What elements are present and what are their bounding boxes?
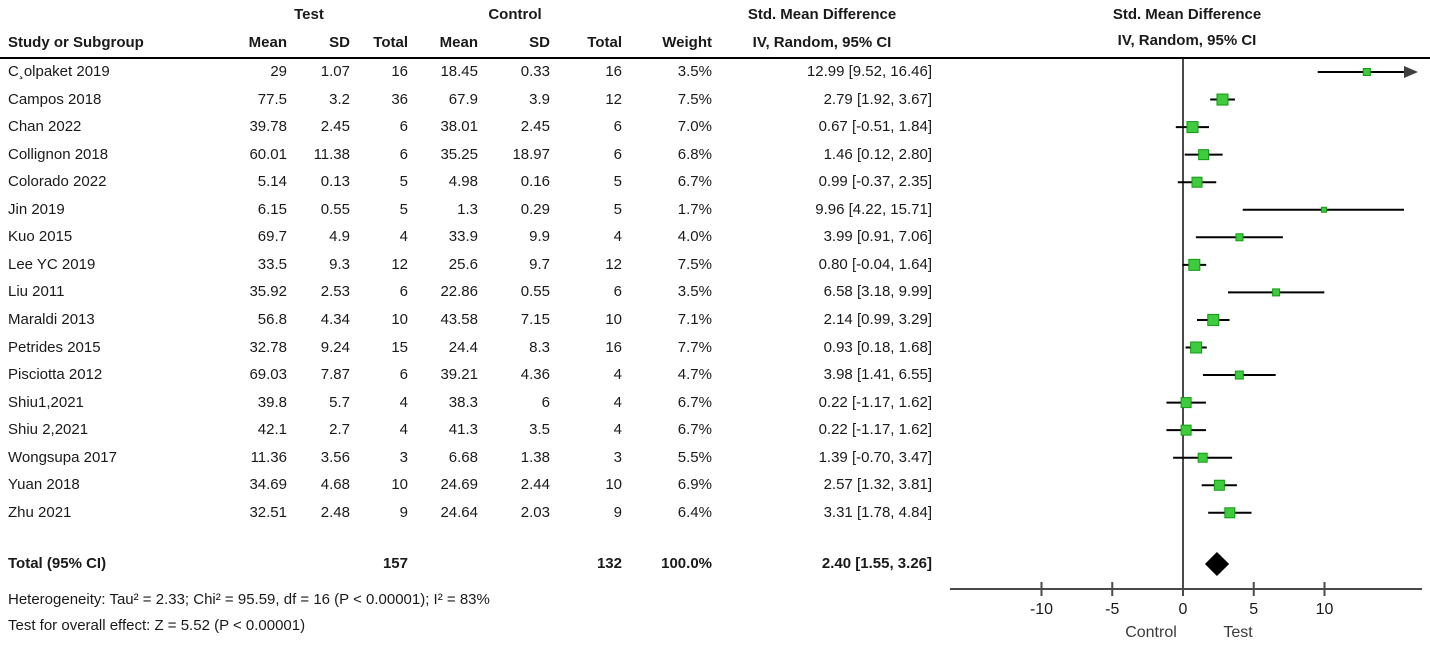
test-mean: 5.14 [257, 173, 287, 191]
weight-value: 6.9% [677, 476, 712, 494]
ci-text: 0.99 [-0.37, 2.35] [818, 173, 932, 191]
test-total: 10 [391, 476, 408, 494]
ci-text: 2.79 [1.92, 3.67] [823, 90, 932, 108]
axis-tick-label: 5 [1249, 601, 1259, 618]
control-sd: 18.97 [512, 145, 550, 163]
test-mean: 29 [270, 63, 287, 80]
control-mean: 22.86 [440, 283, 478, 301]
study-name: Lee YC 2019 [8, 255, 96, 273]
ci-text: 12.99 [9.52, 16.46] [806, 63, 932, 80]
ci-text: 1.46 [0.12, 2.80] [823, 145, 932, 163]
control-total: 6 [613, 145, 622, 163]
heterogeneity-text: Heterogeneity: Tau² = 2.33; Chi² = 95.59, df = 16 (P < 0.00001); I² = 83% [8, 591, 490, 608]
test-total: 12 [391, 255, 408, 273]
ci-text: 3.31 [1.78, 4.84] [823, 503, 932, 521]
study-name: Pisciotta 2012 [8, 366, 103, 384]
control-total: 5 [613, 173, 622, 191]
control-sd: 0.33 [520, 63, 550, 80]
test-sd: 0.13 [320, 173, 350, 191]
control-mean: 41.3 [448, 421, 478, 439]
control-total: 4 [613, 228, 622, 246]
test-sd: 1.07 [320, 63, 350, 80]
effect-square-marker [1225, 508, 1235, 518]
weight-value: 6.4% [677, 503, 712, 521]
study-name: Shiu1,2021 [8, 393, 84, 411]
control-mean: 24.69 [440, 476, 478, 494]
test-sd: 3.2 [329, 90, 350, 108]
test-sd: 11.38 [313, 145, 350, 163]
test-mean: 11.36 [250, 448, 287, 466]
control-total: 5 [613, 200, 622, 218]
control-sd: 4.36 [520, 366, 550, 384]
control-sd: 0.29 [520, 200, 550, 218]
study-name: C¸olpaket 2019 [8, 63, 110, 80]
col-header-test-sd: SD [329, 34, 350, 51]
weight-value: 7.5% [677, 255, 712, 273]
total-label: Total (95% CI) [8, 555, 107, 572]
test-sd: 3.56 [320, 448, 350, 466]
study-name: Jin 2019 [8, 200, 65, 218]
test-mean: 33.5 [257, 255, 287, 273]
favours-control-label: Control [1125, 624, 1177, 641]
weight-value: 6.7% [677, 393, 712, 411]
study-name: Zhu 2021 [8, 503, 72, 521]
test-sd: 4.68 [320, 476, 350, 494]
control-sd: 2.03 [520, 503, 550, 521]
test-total: 5 [399, 173, 408, 191]
effect-square-marker [1321, 207, 1326, 212]
effect-square-marker [1181, 398, 1191, 408]
control-total: 10 [605, 310, 622, 328]
study-name: Liu 2011 [8, 283, 65, 301]
weight-value: 7.1% [677, 310, 712, 328]
effect-square-marker [1214, 480, 1224, 490]
control-mean: 39.21 [440, 366, 478, 384]
axis-tick-label: 0 [1178, 601, 1188, 618]
study-name: Maraldi 2013 [8, 310, 95, 328]
col-header-test-total: Total [373, 34, 408, 51]
study-name: Petrides 2015 [8, 338, 101, 356]
weight-value: 7.5% [677, 90, 712, 108]
control-total: 6 [613, 118, 622, 136]
ci-text: 6.58 [3.18, 9.99] [823, 283, 932, 301]
test-mean: 34.69 [249, 476, 287, 494]
control-sd: 0.55 [520, 283, 550, 301]
test-mean: 77.5 [257, 90, 287, 108]
ci-text: 9.96 [4.22, 15.71] [815, 200, 932, 218]
weight-value: 3.5% [677, 63, 712, 80]
control-sd: 3.9 [529, 90, 550, 108]
control-mean: 6.68 [448, 448, 478, 466]
effect-square-marker [1187, 122, 1198, 133]
overall-effect-text: Test for overall effect: Z = 5.52 (P < 0.00001) [8, 617, 306, 634]
control-mean: 18.45 [440, 63, 478, 80]
col-header-control-total: Total [587, 34, 622, 51]
control-mean: 38.3 [448, 393, 478, 411]
control-total: 12 [605, 255, 622, 273]
effect-square-marker [1363, 69, 1370, 76]
control-sd: 9.9 [529, 228, 550, 246]
effect-square-marker [1217, 94, 1228, 105]
test-mean: 69.03 [249, 366, 287, 384]
control-total: 4 [613, 366, 622, 384]
favours-test-label: Test [1223, 624, 1253, 641]
effect-square-marker [1181, 425, 1191, 435]
test-sd: 2.7 [329, 421, 350, 439]
effect-square-marker [1208, 314, 1219, 325]
effect-square-marker [1235, 371, 1243, 379]
weight-value: 7.7% [677, 338, 712, 356]
test-total: 6 [399, 366, 408, 384]
ci-text: 0.22 [-1.17, 1.62] [818, 421, 932, 439]
control-mean: 4.98 [448, 173, 478, 191]
test-mean: 32.51 [249, 503, 287, 521]
control-mean: 67.9 [448, 90, 478, 108]
study-name: Collignon 2018 [8, 145, 109, 163]
test-total: 6 [399, 283, 408, 301]
test-mean: 32.78 [249, 338, 287, 356]
control-sd: 0.16 [520, 173, 550, 191]
weight-value: 7.0% [677, 118, 712, 136]
study-name: Kuo 2015 [8, 228, 73, 246]
col-header-weight: Weight [662, 34, 712, 51]
effect-square-marker [1189, 259, 1200, 270]
test-sd: 9.24 [320, 338, 350, 356]
control-sd: 6 [541, 393, 550, 411]
smd-header-right: Std. Mean Difference [1112, 6, 1262, 23]
group-header-control: Control [488, 6, 542, 23]
control-total: 6 [613, 283, 622, 301]
study-name: Chan 2022 [8, 118, 82, 136]
weight-value: 5.5% [677, 448, 712, 466]
weight-value: 1.7% [677, 200, 712, 218]
effect-square-marker [1192, 177, 1202, 187]
ci-text: 2.14 [0.99, 3.29] [823, 310, 932, 328]
effect-square-marker [1273, 289, 1280, 296]
control-mean: 25.6 [448, 255, 478, 273]
control-mean: 43.58 [440, 310, 478, 328]
test-mean: 60.01 [249, 145, 287, 163]
test-sd: 4.34 [320, 310, 350, 328]
weight-value: 4.7% [677, 366, 712, 384]
test-sd: 9.3 [329, 255, 350, 273]
test-sd: 5.7 [329, 393, 350, 411]
test-total: 4 [399, 421, 408, 439]
weight-value: 4.0% [677, 228, 712, 246]
control-sd: 2.45 [520, 118, 550, 136]
control-sd: 7.15 [520, 310, 550, 328]
study-name: Yuan 2018 [8, 476, 80, 494]
control-mean: 35.25 [440, 145, 478, 163]
test-mean: 6.15 [257, 200, 287, 218]
effect-square-marker [1236, 234, 1243, 241]
total-control-n: 132 [596, 555, 622, 572]
test-mean: 42.1 [257, 421, 287, 439]
control-mean: 24.64 [440, 503, 478, 521]
weight-value: 3.5% [677, 283, 712, 301]
control-mean: 24.4 [448, 338, 478, 356]
group-header-test: Test [294, 6, 324, 23]
ci-text: 0.22 [-1.17, 1.62] [818, 393, 932, 411]
control-total: 10 [605, 476, 622, 494]
test-mean: 39.8 [257, 393, 287, 411]
test-mean: 69.7 [257, 228, 287, 246]
effect-square-marker [1191, 342, 1202, 353]
control-total: 4 [613, 421, 622, 439]
study-name: Campos 2018 [8, 90, 102, 108]
control-total: 9 [613, 503, 622, 521]
test-total: 5 [399, 200, 408, 218]
arrow-right-icon [1404, 66, 1418, 78]
ci-text: 3.98 [1.41, 6.55] [823, 366, 932, 384]
study-name: Colorado 2022 [8, 173, 107, 191]
test-sd: 7.87 [320, 366, 350, 384]
control-sd: 8.3 [529, 338, 550, 356]
axis-tick-label: -10 [1029, 601, 1054, 618]
total-ci-text: 2.40 [1.55, 3.26] [821, 555, 932, 572]
method-header-right: IV, Random, 95% CI [1117, 32, 1257, 49]
smd-header-left: Std. Mean Difference [747, 6, 897, 23]
study-name: Wongsupa 2017 [8, 448, 117, 466]
test-sd: 2.45 [320, 118, 350, 136]
test-total: 3 [399, 448, 408, 466]
test-total: 36 [391, 90, 408, 108]
col-header-control-sd: SD [529, 34, 550, 51]
ci-text: 3.99 [0.91, 7.06] [823, 228, 932, 246]
ci-text: 1.39 [-0.70, 3.47] [818, 448, 932, 466]
control-total: 12 [605, 90, 622, 108]
control-sd: 3.5 [529, 421, 550, 439]
control-total: 16 [605, 63, 622, 80]
control-total: 3 [613, 448, 622, 466]
test-mean: 35.92 [249, 283, 287, 301]
weight-value: 6.8% [677, 145, 712, 163]
test-total: 6 [399, 118, 408, 136]
test-total: 6 [399, 145, 408, 163]
axis-tick-label: 10 [1315, 601, 1334, 618]
weight-value: 6.7% [677, 421, 712, 439]
effect-square-marker [1199, 150, 1209, 160]
ci-text: 2.57 [1.32, 3.81] [823, 476, 932, 494]
ci-text: 0.80 [-0.04, 1.64] [818, 255, 932, 273]
weight-value: 6.7% [677, 173, 712, 191]
test-total: 4 [399, 228, 408, 246]
test-sd: 2.48 [320, 503, 350, 521]
ci-text: 0.93 [0.18, 1.68] [823, 338, 932, 356]
col-header-test-mean: Mean [248, 34, 287, 51]
test-sd: 2.53 [320, 283, 350, 301]
col-header-control-mean: Mean [439, 34, 478, 51]
control-sd: 2.44 [520, 476, 550, 494]
axis-tick-label: -5 [1105, 601, 1120, 618]
col-header-study: Study or Subgroup [8, 34, 144, 51]
control-sd: 1.38 [520, 448, 550, 466]
control-total: 4 [613, 393, 622, 411]
control-total: 16 [605, 338, 622, 356]
test-total: 15 [391, 338, 408, 356]
test-total: 10 [391, 310, 408, 328]
effect-square-marker [1198, 453, 1207, 462]
test-sd: 4.9 [329, 228, 350, 246]
total-diamond-marker [1205, 552, 1229, 576]
control-mean: 38.01 [440, 118, 478, 136]
control-sd: 9.7 [529, 255, 550, 273]
control-mean: 1.3 [457, 200, 478, 218]
test-mean: 56.8 [257, 310, 287, 328]
test-total: 16 [391, 63, 408, 80]
test-mean: 39.78 [249, 118, 287, 136]
study-name: Shiu 2,2021 [8, 421, 89, 439]
test-total: 9 [399, 503, 408, 521]
total-weight: 100.0% [661, 555, 712, 572]
control-mean: 33.9 [448, 228, 478, 246]
total-test-n: 157 [382, 555, 408, 572]
col-header-method-left: IV, Random, 95% CI [752, 34, 892, 51]
test-sd: 0.55 [320, 200, 350, 218]
ci-text: 0.67 [-0.51, 1.84] [818, 118, 932, 136]
test-total: 4 [399, 393, 408, 411]
